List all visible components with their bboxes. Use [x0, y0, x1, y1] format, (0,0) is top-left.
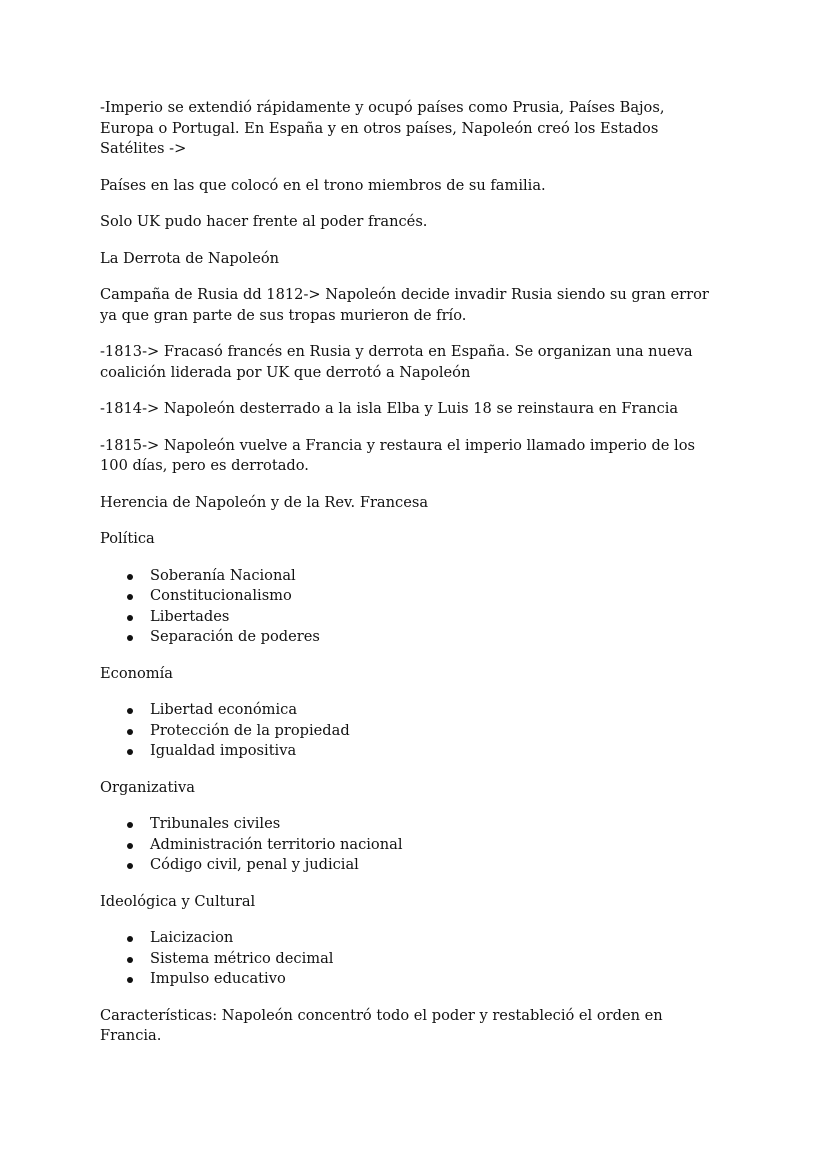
list-item — [100, 855, 720, 876]
list-item — [100, 814, 720, 835]
bullet-icon — [127, 863, 133, 869]
list-item — [100, 969, 720, 990]
heading-derrota: La Derrota de Napoleón — [100, 249, 280, 267]
list-item — [100, 741, 720, 762]
list-item-text: Laicizacion — [150, 929, 234, 946]
list-item-text: Administración territorio nacional — [150, 835, 403, 853]
section-title-politica: Política — [100, 530, 155, 547]
list-item — [100, 700, 720, 721]
list-item-text: Libertad económica — [150, 701, 298, 718]
section-title-ideologica: Ideológica y Cultural — [100, 892, 256, 910]
list-item — [100, 835, 720, 856]
list-item-text: Protección de la propiedad — [150, 721, 350, 739]
paragraph-imperio: -Imperio se extendió rápidamente y ocupó países como Prusia, Países Bajos, Europa o Portugal. En España y en otros países, Napoleón creó los Estados Satélites -> — [100, 99, 665, 157]
paragraph-1813: -1813-> Fracasó francés en Rusia y derrota en España. Se organizan una nueva coalición liderada por UK que derrotó a Napoleón — [100, 343, 693, 381]
list-item — [100, 586, 720, 607]
section-title-organizativa: Organizativa — [100, 778, 195, 796]
list-item — [100, 607, 720, 628]
list-item-text: Constitucionalismo — [150, 587, 292, 604]
section-title-economia: Economía — [100, 664, 174, 682]
list-item-text: Código civil, penal y judicial — [150, 856, 359, 873]
bullet-icon — [127, 594, 133, 600]
paragraph-campana-rusia: Campaña de Rusia dd 1812-> Napoleón decide invadir Rusia siendo su gran error ya que gran parte de sus tropas murieron de frío. — [100, 286, 709, 324]
bullet-list-organizativa — [100, 814, 720, 876]
bullet-icon — [127, 635, 133, 641]
paragraph-1815: -1815-> Napoleón vuelve a Francia y restaura el imperio llamado imperio de los 100 días, pero es derrotado. — [100, 436, 696, 474]
paragraph-solo-uk: Solo UK pudo hacer frente al poder francés. — [100, 213, 428, 230]
bullet-icon — [127, 729, 133, 735]
bullet-icon — [127, 936, 133, 942]
bullet-icon — [127, 977, 133, 983]
list-item — [100, 566, 720, 587]
list-item — [100, 627, 720, 648]
list-item-text: Soberanía Nacional — [150, 566, 296, 584]
list-item-text: Libertades — [150, 607, 230, 625]
list-item-text: Sistema métrico decimal — [150, 949, 334, 967]
bullet-list-economia — [100, 700, 720, 762]
document-page — [100, 98, 720, 1063]
list-item-text: Separación de poderes — [150, 628, 320, 645]
paragraph-caracteristicas: Características: Napoleón concentró todo el poder y restableció el orden en Francia. — [100, 1006, 663, 1044]
bullet-icon — [127, 708, 133, 714]
bullet-icon — [127, 957, 133, 963]
list-item-text: Impulso educativo — [150, 970, 286, 987]
list-item — [100, 928, 720, 949]
bullet-list-ideologica — [100, 928, 720, 990]
bullet-icon — [127, 822, 133, 828]
paragraph-1814: -1814-> Napoleón desterrado a la isla Elba y Luis 18 se reinstaura en Francia — [100, 400, 679, 417]
bullet-icon — [127, 574, 133, 580]
heading-herencia: Herencia de Napoleón y de la Rev. Francesa — [100, 493, 429, 511]
bullet-icon — [127, 615, 133, 621]
list-item-text: Tribunales civiles — [150, 815, 281, 832]
bullet-list-politica — [100, 566, 720, 648]
bullet-icon — [127, 843, 133, 849]
list-item-text: Igualdad impositiva — [150, 742, 297, 759]
bullet-icon — [127, 749, 133, 755]
list-item — [100, 949, 720, 970]
list-item — [100, 721, 720, 742]
paragraph-paises-familia: Países en las que colocó en el trono miembros de su familia. — [100, 176, 546, 194]
